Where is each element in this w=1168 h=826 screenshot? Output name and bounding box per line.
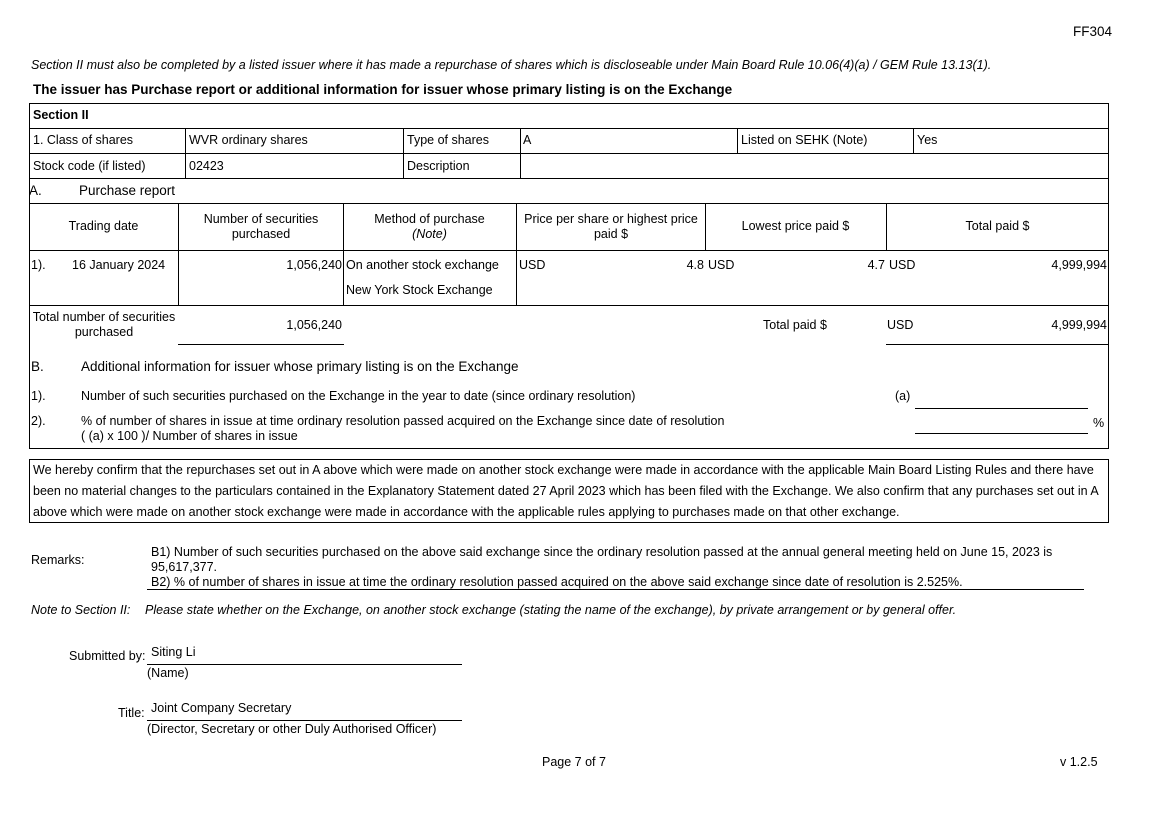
header-method: Method of purchase	[374, 212, 485, 226]
section-title: Section II	[33, 108, 89, 122]
totals-amount: 4,999,994	[1051, 318, 1107, 332]
type-of-shares-value: A	[523, 133, 532, 147]
part-b-item2-text: % of number of shares in issue at time ordinary resolution passed acquired on the Exchange since date of resolution	[81, 414, 725, 428]
stock-code-label: Stock code (if listed)	[33, 159, 146, 173]
part-a-letter: A.	[29, 183, 42, 198]
intro-note: Section II must also be completed by a listed issuer where it has made a repurchase of shares which is discloseable under Main Board Rule 10.06(4)(a) / GEM Rule 13.13(1).	[31, 58, 992, 72]
row-index: 1).	[31, 258, 46, 272]
row-price: 4.8	[686, 258, 704, 272]
header-number-of-securities: Number of securities purchased	[203, 212, 319, 241]
part-b-item1-text: Number of such securities purchased on the Exchange in the year to date (since ordinary resolution)	[81, 389, 636, 403]
title-caption: (Director, Secretary or other Duly Authorised Officer)	[147, 722, 437, 736]
header-total-paid: Total paid $	[965, 219, 1030, 233]
type-of-shares-label: Type of shares	[407, 133, 489, 147]
part-b-item1-tag: (a)	[895, 389, 911, 403]
remarks-line2: B2) % of number of shares in issue at time the ordinary resolution passed acquired on the above said exchange since date of resolution is 2.525%.	[151, 575, 963, 589]
listed-label: Listed on SEHK (Note)	[741, 133, 868, 147]
part-b-title: Additional information for issuer whose primary listing is on the Exchange	[81, 359, 519, 374]
confirmation-text: We hereby confirm that the repurchases set out in A above which were made on another stock exchange were made in accordance with the applicable Main Board Listing Rules and there have been no material changes to the particulars contained in the Explanatory Statement dated 27 April 2023 which has been filed with the Exchange. We also confirm that any purchases set out in A above which were made on another stock exchange were made in accordance with the applicable rules applying to purchases made on that other exchange.	[33, 463, 1099, 519]
version: v 1.2.5	[1060, 755, 1098, 769]
row-total-currency: USD	[889, 258, 916, 272]
class-of-shares-label: 1. Class of shares	[33, 133, 134, 147]
part-b-item2-index: 2).	[31, 414, 46, 428]
part-b-item2-formula: ( (a) x 100 )/ Number of shares in issue	[81, 429, 298, 443]
section-heading: The issuer has Purchase report or additional information for issuer whose primary listing is on the Exchange	[33, 82, 733, 97]
page-number: Page 7 of 7	[542, 755, 606, 769]
row-lowest: 4.7	[867, 258, 885, 272]
row-method: On another stock exchange	[346, 258, 499, 272]
header-trading-date: Trading date	[68, 219, 139, 233]
stock-code-value: 02423	[189, 159, 224, 173]
totals-number: 1,056,240	[286, 318, 342, 332]
totals-paid-label: Total paid $	[763, 318, 827, 332]
submitted-name: Siting Li	[151, 645, 196, 659]
part-b-item1-index: 1).	[31, 389, 46, 403]
listed-value: Yes	[917, 133, 938, 147]
note-section-label: Note to Section II:	[31, 603, 131, 617]
class-of-shares-value: WVR ordinary shares	[189, 133, 308, 147]
remarks-label: Remarks:	[31, 553, 85, 567]
row-number: 1,056,240	[286, 258, 342, 272]
totals-currency: USD	[887, 318, 914, 332]
submitted-by-label: Submitted by:	[69, 649, 146, 663]
part-a-title: Purchase report	[79, 183, 176, 198]
header-lowest-price: Lowest price paid $	[741, 219, 850, 233]
row-lowest-currency: USD	[708, 258, 735, 272]
remarks-line1: B1) Number of such securities purchased on the above said exchange since the ordinary resolution passed at the annual general meeting held on June 15, 2023 is 95,617,377.	[151, 545, 1053, 574]
name-caption: (Name)	[147, 666, 189, 680]
title-label: Title:	[118, 706, 145, 720]
submitted-title: Joint Company Secretary	[151, 701, 292, 715]
row-total: 4,999,994	[1051, 258, 1107, 272]
totals-label: Total number of securities purchased	[32, 310, 176, 339]
note-section-text: Please state whether on the Exchange, on another stock exchange (stating the name of the exchange), by private arrangement or by general offer.	[145, 603, 957, 617]
header-method-note: (Note)	[412, 227, 447, 241]
row-trading-date: 16 January 2024	[72, 258, 166, 272]
part-b-item2-unit: %	[1093, 416, 1105, 430]
description-label: Description	[407, 159, 470, 173]
row-exchange: New York Stock Exchange	[346, 283, 493, 297]
row-price-currency: USD	[519, 258, 546, 272]
header-price: Price per share or highest price paid $	[524, 212, 698, 241]
form-code: FF304	[1073, 24, 1113, 39]
part-b-letter: B.	[31, 359, 44, 374]
